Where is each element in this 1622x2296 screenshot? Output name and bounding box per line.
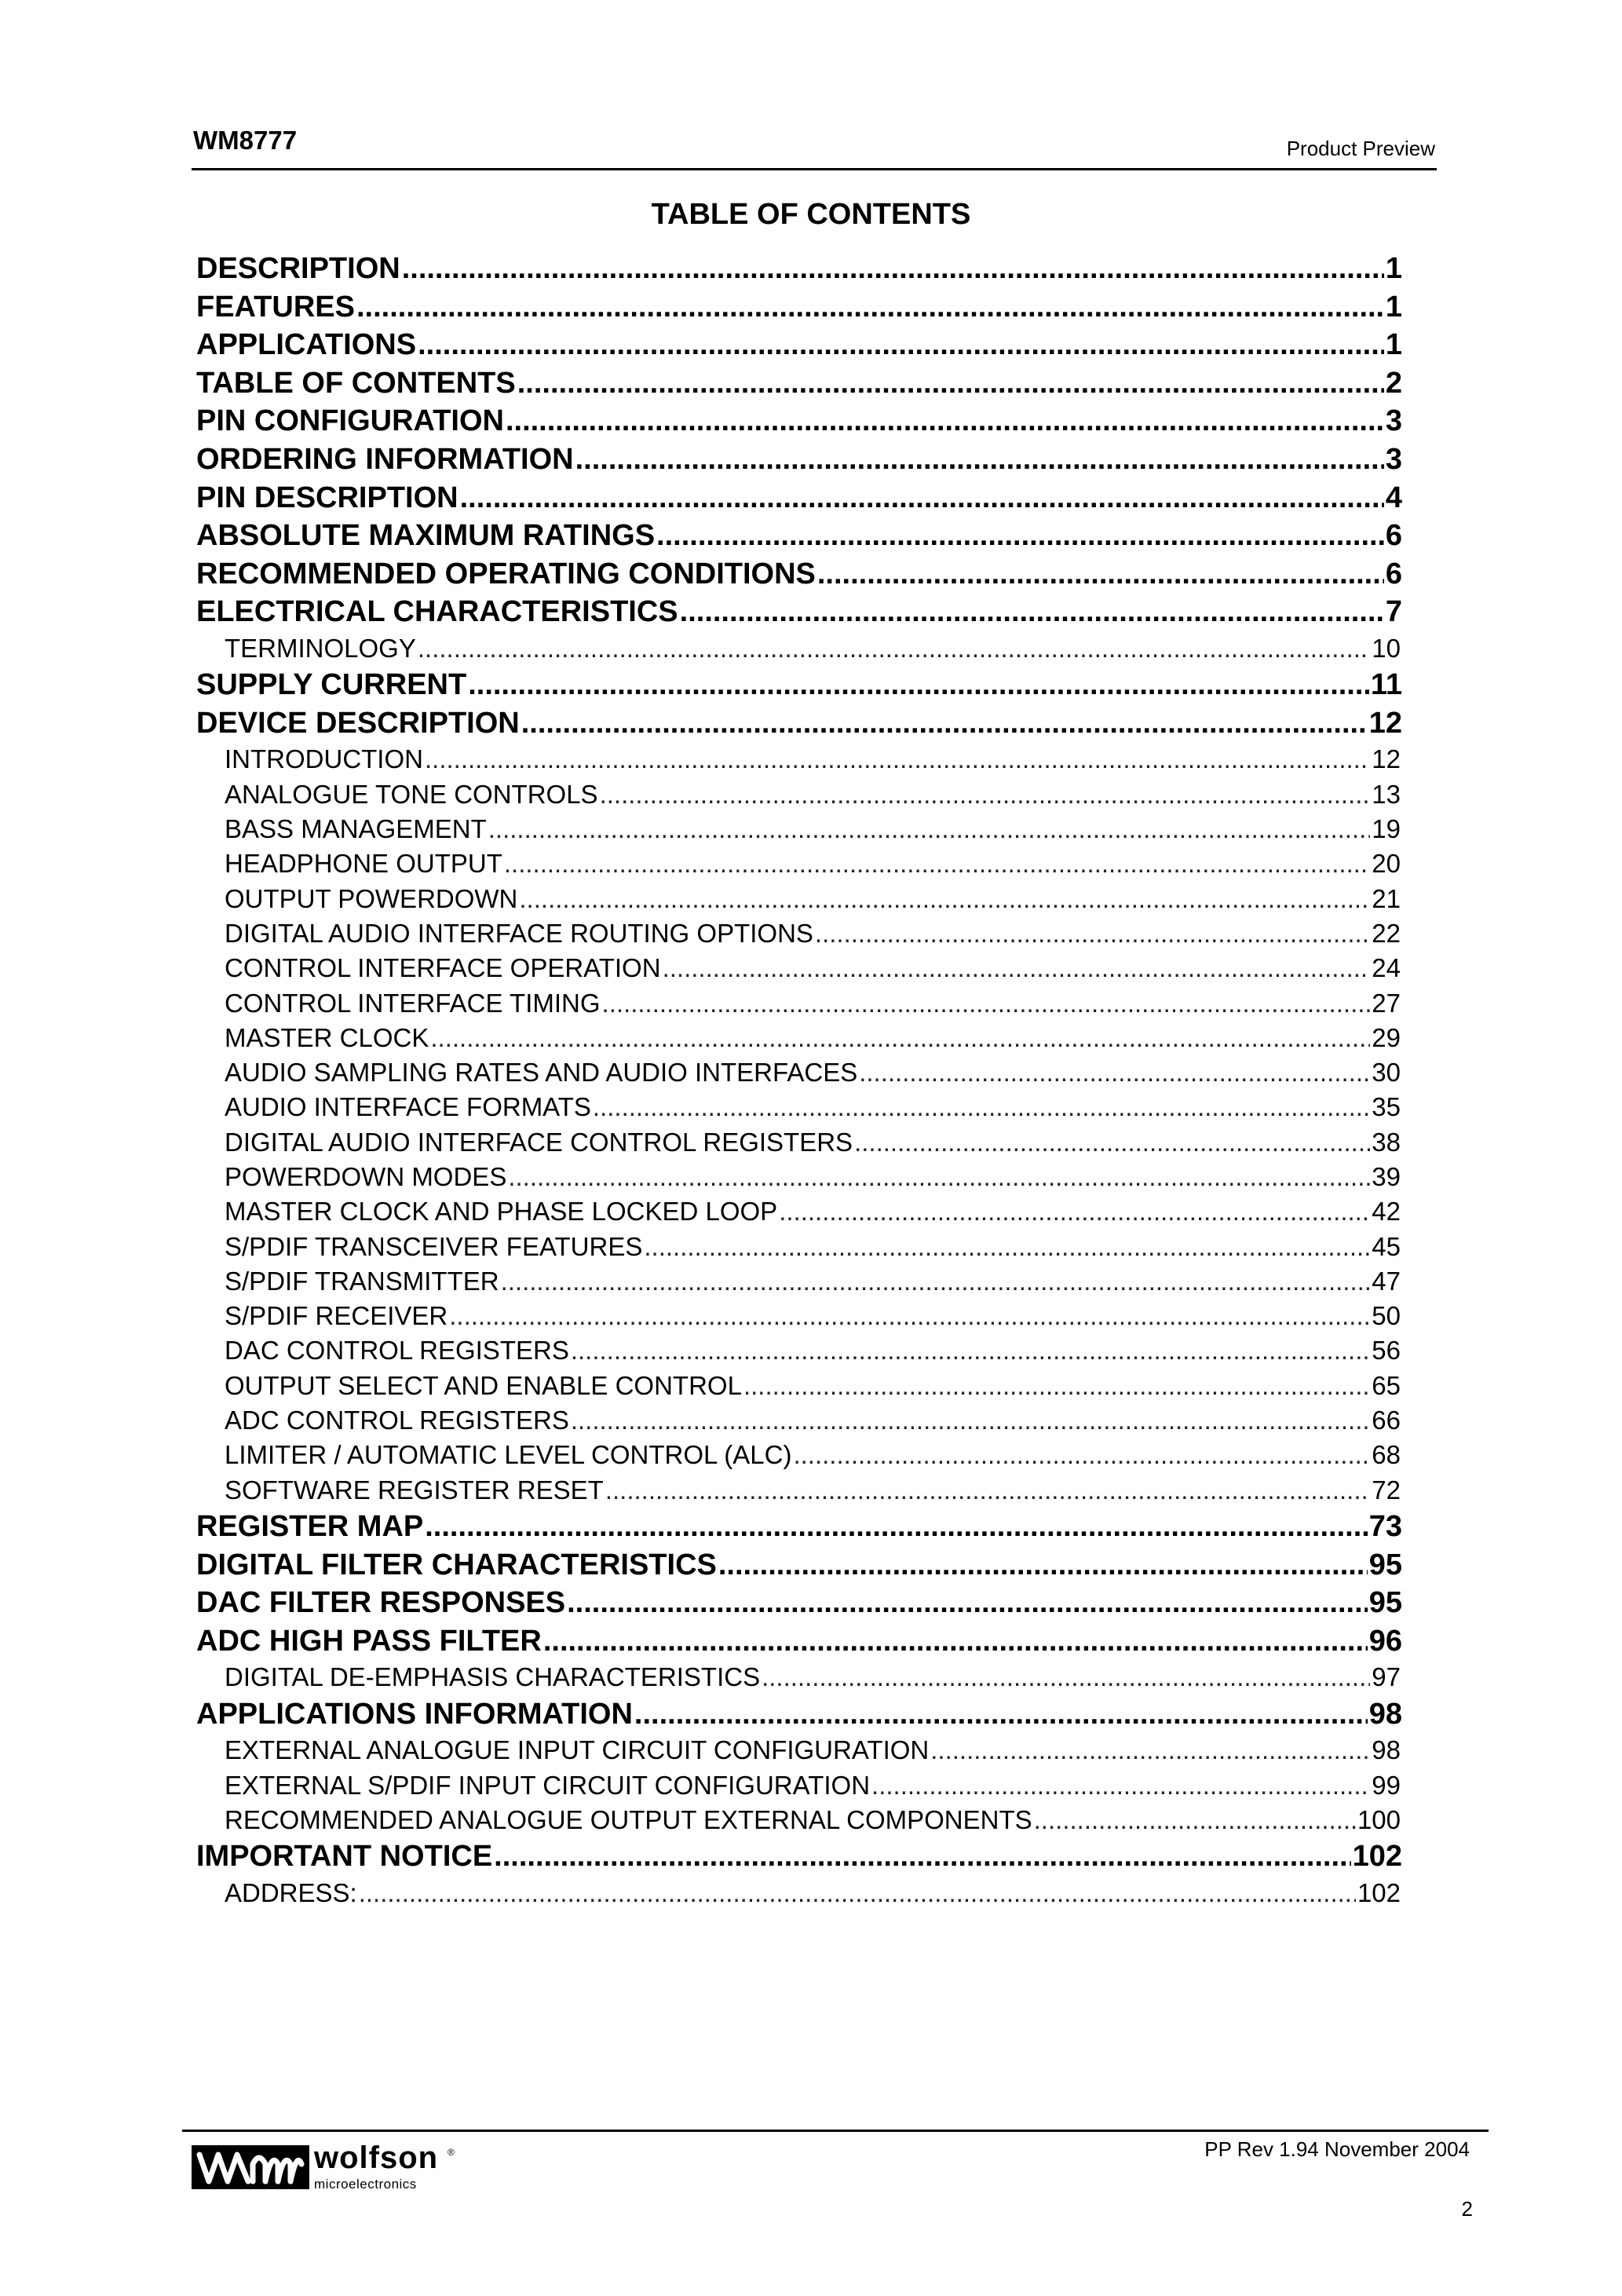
toc-entry-title: S/PDIF RECEIVER [225,1301,448,1331]
toc-leader-dots [600,777,1371,812]
toc-subsection-entry[interactable] [196,1299,1402,1333]
toc-subsection-entry[interactable] [196,1160,1402,1194]
toc-leader-dots [567,1584,1368,1622]
toc-subsection-entry[interactable] [196,986,1402,1021]
toc-leader-dots [656,517,1384,555]
toc-leader-dots [506,402,1384,441]
toc-entry-page: 12 [1372,744,1401,774]
toc-leader-dots [543,1622,1368,1661]
toc-subsection-entry[interactable] [196,812,1402,846]
toc-subsection-entry[interactable] [196,1803,1402,1837]
toc-leader-dots [817,555,1384,594]
toc-entry-title: LIMITER / AUTOMATIC LEVEL CONTROL (ALC) [225,1440,792,1470]
toc-entry-page: 72 [1372,1475,1401,1504]
toc-leader-dots [871,1768,1370,1803]
toc-subsection-entry[interactable] [196,951,1402,985]
toc-leader-dots [425,1508,1367,1546]
toc-entry-page: 96 [1368,1624,1402,1658]
toc-leader-dots [571,1403,1370,1438]
toc-leader-dots [356,288,1384,327]
toc-entry-page: 7 [1385,595,1402,629]
toc-entry-page: 3 [1385,442,1402,476]
toc-leader-dots [644,1230,1370,1264]
toc-leader-dots [494,1837,1350,1876]
toc-entry-title: CONTROL INTERFACE OPERATION [225,953,661,983]
toc-subsection-entry[interactable] [196,1194,1402,1229]
toc-entry-page: 24 [1372,953,1401,983]
toc-leader-dots [449,1299,1370,1333]
toc-section-entry[interactable] [196,1546,1402,1585]
toc-subsection-entry[interactable] [196,1090,1402,1124]
toc-leader-dots [521,704,1368,743]
toc-entry-title: ABSOLUTE MAXIMUM RATINGS [196,519,656,553]
toc-leader-dots [1034,1803,1356,1837]
toc-leader-dots [468,666,1369,704]
toc-subsection-entry[interactable] [196,1768,1402,1803]
toc-section-entry[interactable] [196,1508,1402,1546]
toc-entry-title: SOFTWARE REGISTER RESET [225,1475,604,1504]
toc-entry-title: DIGITAL DE-EMPHASIS CHARACTERISTICS [225,1662,761,1692]
toc-entry-page: 10 [1372,633,1401,663]
toc-entry-page: 11 [1370,668,1402,702]
toc-leader-dots [605,1473,1370,1508]
toc-entry-title: BASS MANAGEMENT [225,814,487,844]
toc-leader-dots [571,1333,1370,1368]
toc-entry-title: PIN DESCRIPTION [196,481,458,514]
toc-entry-title: ELECTRICAL CHARACTERISTICS [196,595,678,629]
toc-leader-dots [793,1438,1370,1472]
toc-entry-page: 68 [1372,1440,1401,1470]
toc-leader-dots [593,1090,1370,1124]
toc-subsection-entry[interactable] [196,882,1402,916]
toc-entry-title: IMPORTANT NOTICE [196,1840,493,1874]
registered-mark: ® [448,2147,455,2158]
toc-subsection-entry[interactable] [196,1473,1402,1508]
toc-subsection-entry[interactable] [196,1125,1402,1160]
toc-subsection-entry[interactable] [196,1733,1402,1768]
toc-entry-page: 38 [1372,1127,1401,1157]
toc-leader-dots [425,742,1370,777]
toc-entry-page: 21 [1372,883,1401,913]
toc-subsection-entry[interactable] [196,1403,1402,1438]
toc-leader-dots [504,846,1370,881]
toc-entry-title: AUDIO INTERFACE FORMATS [225,1092,591,1122]
toc-subsection-entry[interactable] [196,1876,1402,1910]
toc-leader-dots [779,1194,1370,1229]
toc-leader-dots [488,812,1371,846]
toc-leader-dots [602,986,1371,1021]
toc-entry-title: HEADPHONE OUTPUT [225,849,502,879]
toc-entry-page: 45 [1372,1231,1401,1261]
toc-entry-page: 56 [1372,1336,1401,1366]
toc-entry-title: CONTROL INTERFACE TIMING [225,988,601,1018]
toc-leader-dots [460,479,1384,517]
toc-leader-dots [575,441,1384,479]
toc-leader-dots [743,1369,1370,1403]
toc-entry-page: 98 [1372,1735,1401,1765]
toc-entry-page: 102 [1357,1877,1401,1907]
toc-subsection-entry[interactable] [196,916,1402,951]
toc-entry-page: 39 [1372,1161,1401,1191]
toc-entry-page: 1 [1385,252,1402,285]
toc-subsection-entry[interactable] [196,1021,1402,1055]
toc-entry-page: 30 [1372,1058,1401,1088]
toc-leader-dots [854,1125,1370,1160]
toc-entry-page: 22 [1372,918,1401,948]
toc-title: TABLE OF CONTENTS [651,198,971,231]
toc-entry-title: ADC CONTROL REGISTERS [225,1406,569,1435]
toc-entry-page: 19 [1372,814,1401,844]
toc-entry-title: DEVICE DESCRIPTION [196,706,520,740]
toc-subsection-entry[interactable] [196,1230,1402,1264]
toc-entry-page: 6 [1385,557,1402,590]
toc-entry-title: MASTER CLOCK AND PHASE LOCKED LOOP [225,1197,778,1227]
toc-subsection-entry[interactable] [196,742,1402,777]
toc-entry-title: ADDRESS: [225,1877,357,1907]
toc-section-entry[interactable] [196,1622,1402,1661]
toc-section-entry[interactable] [196,666,1402,704]
logo-wordmark: wolfson [314,2141,439,2175]
footer-divider [182,2130,1489,2132]
toc-entry-page: 97 [1372,1662,1401,1692]
toc-subsection-entry[interactable] [196,1333,1402,1368]
page-number: 2 [1461,2197,1473,2221]
toc-entry-title: S/PDIF TRANSMITTER [225,1266,499,1296]
toc-section-entry[interactable] [196,704,1402,743]
toc-entry-title: TERMINOLOGY [225,633,416,663]
toc-subsection-entry[interactable] [196,631,1402,666]
toc-leader-dots [508,1160,1370,1194]
toc-entry-title: DIGITAL AUDIO INTERFACE CONTROL REGISTERS [225,1127,853,1157]
toc-entry-title: REGISTER MAP [196,1509,424,1543]
toc-entry-page: 27 [1372,988,1401,1018]
wolfson-wave-icon [192,2145,309,2189]
toc-entry-page: 1 [1385,328,1402,362]
toc-entry-page: 6 [1385,519,1402,553]
toc-entry-title: TABLE OF CONTENTS [196,366,516,400]
toc-subsection-entry[interactable] [196,1369,1402,1403]
toc-section-entry[interactable] [196,593,1402,631]
toc-entry-title: ORDERING INFORMATION [196,442,574,476]
table-of-contents [196,250,1402,1910]
toc-entry-title: DESCRIPTION [196,252,400,285]
toc-section-entry[interactable] [196,517,1402,555]
toc-entry-page: 29 [1372,1022,1401,1052]
page-header [192,124,1437,170]
toc-leader-dots [680,593,1384,631]
toc-subsection-entry[interactable] [196,1264,1402,1299]
toc-leader-dots [418,326,1384,364]
toc-leader-dots [634,1695,1368,1734]
toc-leader-dots [402,250,1384,288]
toc-entry-title: ADC HIGH PASS FILTER [196,1624,542,1658]
toc-entry-title: RECOMMENDED OPERATING CONDITIONS [196,557,816,590]
toc-entry-page: 13 [1372,779,1401,809]
toc-section-entry[interactable] [196,1837,1402,1876]
toc-leader-dots [501,1264,1371,1299]
toc-section-entry[interactable] [196,555,1402,594]
toc-entry-title: DAC FILTER RESPONSES [196,1586,566,1620]
document-status: Product Preview [1286,137,1435,160]
toc-entry-page: 12 [1368,706,1402,740]
document-id: WM8777 [193,126,298,155]
toc-entry-title: EXTERNAL S/PDIF INPUT CIRCUIT CONFIGURATION [225,1770,871,1800]
toc-entry-page: 100 [1357,1804,1401,1834]
toc-section-entry[interactable] [196,326,1402,364]
toc-entry-title: POWERDOWN MODES [225,1161,507,1191]
toc-leader-dots [663,951,1371,985]
toc-entry-page: 98 [1368,1697,1402,1731]
toc-entry-title: SUPPLY CURRENT [196,668,467,702]
toc-subsection-entry[interactable] [196,1055,1402,1090]
toc-entry-page: 3 [1385,404,1402,438]
toc-entry-title: DAC CONTROL REGISTERS [225,1336,569,1366]
revision-info: PP Rev 1.94 November 2004 [1204,2137,1470,2161]
toc-entry-title: INTRODUCTION [225,744,423,774]
toc-entry-title: RECOMMENDED ANALOGUE OUTPUT EXTERNAL COMPONENTS [225,1804,1032,1834]
toc-leader-dots [359,1876,1356,1910]
toc-entry-page: 95 [1368,1586,1402,1620]
toc-leader-dots [430,1021,1370,1055]
toc-entry-title: DIGITAL FILTER CHARACTERISTICS [196,1548,717,1581]
toc-entry-title: DIGITAL AUDIO INTERFACE ROUTING OPTIONS [225,918,813,948]
toc-entry-page: 102 [1352,1840,1402,1874]
toc-leader-dots [859,1055,1370,1090]
toc-leader-dots [517,364,1384,403]
toc-section-entry[interactable] [196,250,1402,288]
toc-section-entry[interactable] [196,479,1402,517]
toc-entry-page: 2 [1385,366,1402,400]
toc-entry-page: 1 [1385,290,1402,324]
toc-entry-title: ANALOGUE TONE CONTROLS [225,779,598,809]
toc-section-entry[interactable] [196,1584,1402,1622]
toc-entry-title: AUDIO SAMPLING RATES AND AUDIO INTERFACES [225,1058,858,1088]
toc-entry-title: APPLICATIONS [196,328,417,362]
toc-section-entry[interactable] [196,1695,1402,1734]
toc-leader-dots [815,916,1370,951]
toc-entry-page: 20 [1372,849,1401,879]
toc-entry-title: EXTERNAL ANALOGUE INPUT CIRCUIT CONFIGURATION [225,1735,930,1765]
toc-entry-page: 50 [1372,1301,1401,1331]
toc-section-entry[interactable] [196,441,1402,479]
toc-section-entry[interactable] [196,288,1402,327]
toc-leader-dots [930,1733,1370,1768]
toc-entry-title: MASTER CLOCK [225,1022,429,1052]
toc-entry-page: 42 [1372,1197,1401,1227]
toc-section-entry[interactable] [196,402,1402,441]
toc-entry-title: PIN CONFIGURATION [196,404,504,438]
logo-subtitle: microelectronics [314,2177,417,2192]
toc-entry-page: 66 [1372,1406,1401,1435]
toc-leader-dots [519,882,1370,916]
toc-entry-page: 73 [1368,1509,1402,1543]
toc-subsection-entry[interactable] [196,846,1402,881]
toc-leader-dots [418,631,1370,666]
toc-entry-title: OUTPUT SELECT AND ENABLE CONTROL [225,1370,742,1400]
toc-entry-page: 99 [1372,1770,1401,1800]
toc-entry-title: APPLICATIONS INFORMATION [196,1697,633,1731]
toc-entry-page: 35 [1372,1092,1401,1122]
toc-leader-dots [762,1660,1370,1695]
toc-entry-page: 95 [1368,1548,1402,1581]
toc-entry-page: 65 [1372,1370,1401,1400]
toc-entry-title: OUTPUT POWERDOWN [225,883,518,913]
toc-subsection-entry[interactable] [196,1438,1402,1472]
toc-subsection-entry[interactable] [196,777,1402,812]
toc-leader-dots [718,1546,1368,1585]
toc-subsection-entry[interactable] [196,1660,1402,1695]
toc-entry-page: 4 [1385,481,1402,514]
toc-entry-title: FEATURES [196,290,355,324]
toc-section-entry[interactable] [196,364,1402,403]
toc-entry-page: 47 [1372,1266,1401,1296]
toc-entry-title: S/PDIF TRANSCEIVER FEATURES [225,1231,643,1261]
wolfson-logo [192,2141,458,2194]
